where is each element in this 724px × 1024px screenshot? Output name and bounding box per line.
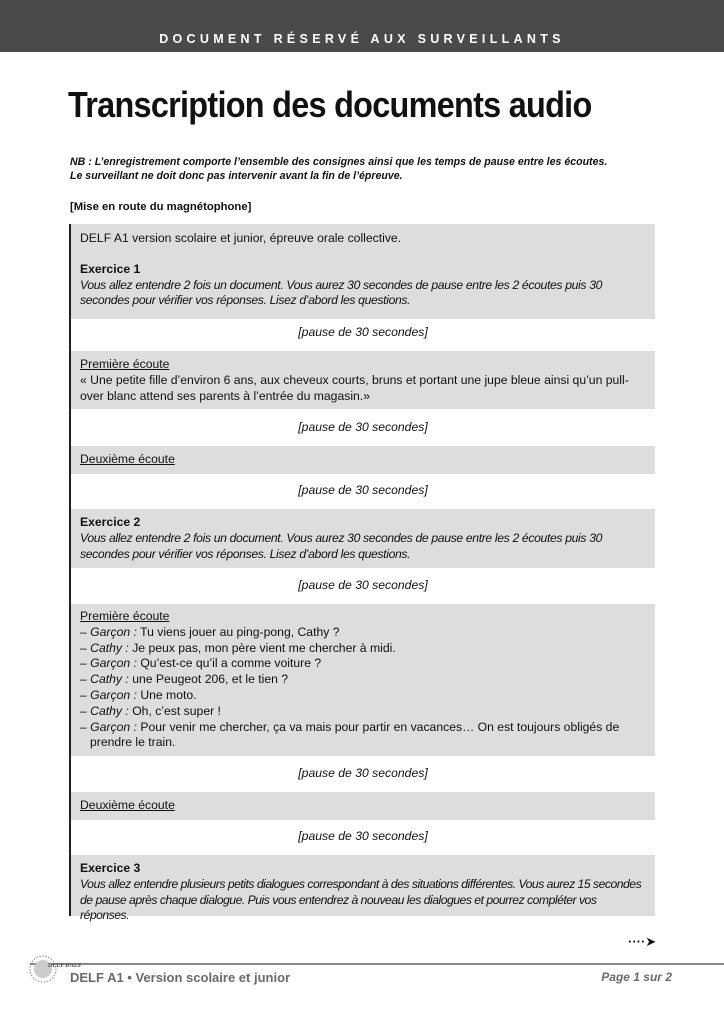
- dialogue-line: – Garçon : Qu’est-ce qu’il a comme voiture ?: [80, 656, 322, 671]
- second-listen-label: Deuxième écoute: [80, 798, 175, 812]
- footer-rule: [30, 963, 724, 965]
- exercise-1-title: Exercice 1: [80, 261, 141, 276]
- line-text: Oh, c’est super !: [132, 703, 221, 718]
- nb-line-1: NB : L’enregistrement comporte l’ensemble des consignes ainsi que les temps de pause entre les écoutes.: [70, 156, 608, 168]
- dialogue-line: – Garçon : Pour venir me chercher, ça va mais pour partir en vacances… On est toujours obligés de prendre le train.: [80, 719, 620, 750]
- exercise-3-block: [71, 855, 655, 923]
- dialogue-line: – Cathy : Je peux pas, mon père vient me chercher à midi.: [80, 640, 396, 655]
- line-text: Je peux pas, mon père vient me chercher à midi.: [132, 640, 396, 655]
- pause-4: [pause de 30 secondes]: [298, 578, 428, 592]
- line-text: Pour venir me chercher, ça va mais pour partir en vacances… On est toujours obligés de prendre le train.: [90, 719, 620, 750]
- banner-text: DOCUMENT RÉSERVÉ AUX SURVEILLANTS: [159, 32, 565, 46]
- speaker: Garçon :: [90, 624, 137, 639]
- exercise-1-second-listen: [71, 446, 655, 474]
- pause-6: [pause de 30 secondes]: [298, 829, 428, 843]
- line-text: Qu’est-ce qu’il a comme voiture ?: [140, 656, 322, 671]
- speaker: Garçon :: [90, 687, 137, 702]
- speaker: Garçon :: [90, 656, 137, 671]
- pause-2: [pause de 30 secondes]: [298, 420, 428, 434]
- line-text: une Peugeot 206, et le tien ?: [132, 672, 289, 687]
- speaker: Cathy :: [90, 672, 129, 687]
- page-number: Page 1 sur 2: [601, 970, 672, 984]
- dialogue-line: – Cathy : Oh, c’est super !: [80, 703, 221, 718]
- mise-en-route: [Mise en route du magnétophone]: [70, 201, 252, 213]
- exercise-2-instructions: Vous allez entendre 2 fois un document. Vous aurez 30 secondes de pause entre les 2 écoutes puis 30 secondes pour vérifier vos réponses. Lisez d’abord les questions.: [80, 530, 603, 561]
- intro-text: DELF A1 version scolaire et junior, épreuve orale collective.: [80, 231, 402, 245]
- pause-1: [pause de 30 secondes]: [298, 325, 428, 339]
- delf-dalf-logo: [26, 952, 82, 986]
- pause-5: [pause de 30 secondes]: [298, 766, 428, 780]
- first-listen-text: « Une petite fille d’environ 6 ans, aux cheveux courts, bruns et portant une jupe bleue ainsi qu’un pull-over blanc attend ses parents à l’entrée du magasin.»: [80, 372, 629, 403]
- line-text: Tu viens jouer au ping-pong, Cathy ?: [140, 624, 340, 639]
- footer-left: DELF A1 • Version scolaire et junior: [70, 970, 291, 985]
- line-text: Une moto.: [140, 687, 197, 702]
- exercise-3-instructions: Vous allez entendre plusieurs petits dialogues correspondant à des situations différentes. Vous aurez 15 secondes de pause après chaque dialogue. Puis vous entendrez à nouveau les dialogues et pourrez compléter vos réponses.: [80, 876, 642, 923]
- dialogue-line: – Cathy : une Peugeot 206, et le tien ?: [80, 672, 289, 687]
- exercise-1-first-listen: [71, 351, 655, 409]
- logo-text: DELF DALF: [48, 963, 82, 969]
- nb-note: [70, 155, 670, 183]
- speaker: Garçon :: [90, 719, 137, 734]
- top-banner: [0, 0, 724, 52]
- page-title: Transcription des documents audio: [68, 84, 592, 125]
- exercise-2-block: [71, 509, 655, 568]
- second-listen-label: Deuxième écoute: [80, 452, 175, 466]
- first-listen-label: Première écoute: [80, 609, 170, 623]
- speaker: Cathy :: [90, 640, 129, 655]
- dialogue-line: – Garçon : Une moto.: [80, 687, 197, 702]
- nb-line-2: Le surveillant ne doit donc pas intervenir avant la fin de l’épreuve.: [70, 170, 403, 182]
- dialogue-line: – Garçon : Tu viens jouer au ping-pong, Cathy ?: [80, 624, 340, 639]
- first-listen-label: Première écoute: [80, 357, 170, 371]
- exercise-1-instructions: Vous allez entendre 2 fois un document. Vous aurez 30 secondes de pause entre les 2 écoutes puis 30 secondes pour vérifier vos réponses. Lisez d’abord les questions.: [80, 277, 603, 308]
- exercise-1-block: [71, 224, 655, 319]
- continue-arrow-icon: ····➤: [628, 934, 657, 949]
- exercise-2-second-listen: [71, 792, 655, 820]
- pause-3: [pause de 30 secondes]: [298, 483, 428, 497]
- exercise-2-first-listen: [71, 604, 655, 756]
- exercise-2-title: Exercice 2: [80, 515, 141, 529]
- speaker: Cathy :: [90, 703, 129, 718]
- exercise-3-title: Exercice 3: [80, 861, 141, 875]
